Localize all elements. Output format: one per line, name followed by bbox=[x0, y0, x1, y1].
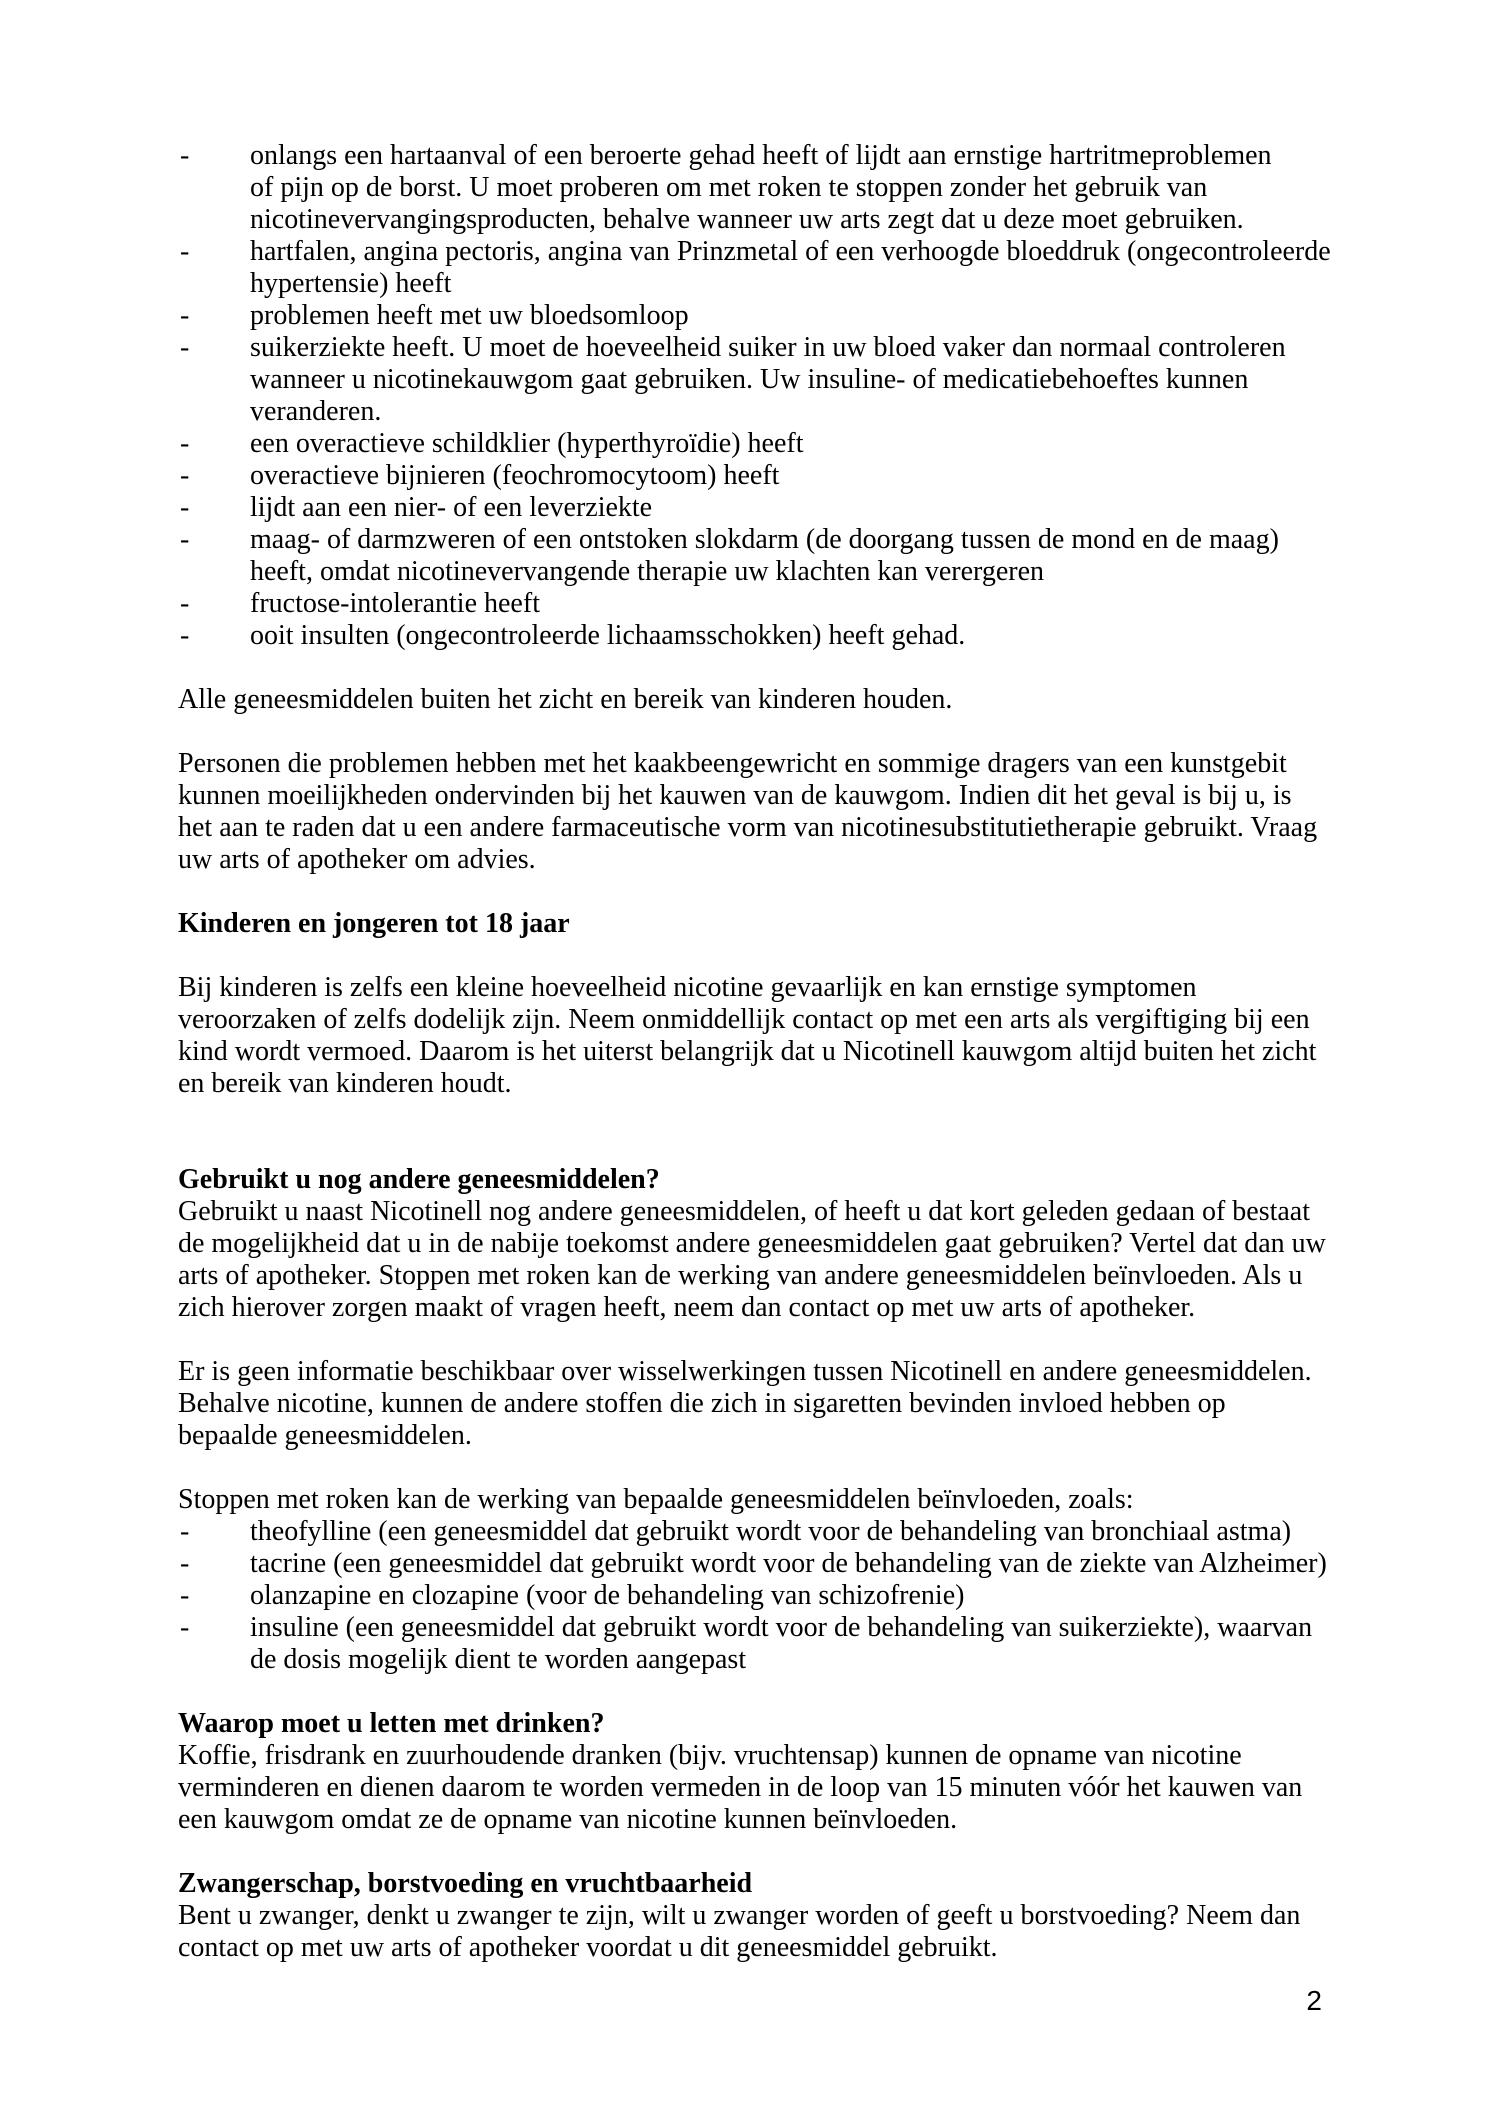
bullet-marker: - bbox=[180, 332, 190, 363]
bullet-item bbox=[178, 140, 1324, 236]
bullet-item bbox=[178, 460, 1324, 492]
bullet-marker: - bbox=[180, 236, 190, 267]
text-line: suikerziekte heeft. U moet de hoeveelheid suiker in uw bloed vaker dan normaal controleren bbox=[250, 332, 1286, 363]
quitting-effect-intro bbox=[178, 1484, 1324, 1516]
text-line: nicotinevervangingsproducten, behalve wanneer uw arts zegt dat u deze moet gebruiken. bbox=[250, 204, 1244, 235]
text-line: tacrine (een geneesmiddel dat gebruikt wordt voor de behandeling van de ziekte van Alzheimer) bbox=[250, 1548, 1327, 1579]
text-line: arts of apotheker. Stoppen met roken kan de werking van andere geneesmiddelen beïnvloeden. Als u bbox=[178, 1260, 1303, 1291]
bullet-marker: - bbox=[180, 492, 190, 523]
text-line: een overactieve schildklier (hyperthyroïdie) heeft bbox=[250, 428, 804, 459]
drinking-section-heading: Waarop moet u letten met drinken? bbox=[178, 1708, 605, 1739]
text-line: veroorzaken of zelfs dodelijk zijn. Neem onmiddellijk contact op met een arts als vergiftiging bij een bbox=[178, 1004, 1310, 1035]
text-line: maag- of darmzweren of een ontstoken slokdarm (de doorgang tussen de mond en de maag) bbox=[250, 524, 1279, 555]
text-line: theofylline (een geneesmiddel dat gebruikt wordt voor de behandeling van bronchiaal astma) bbox=[250, 1516, 1292, 1547]
text-line: en bereik van kinderen houdt. bbox=[178, 1068, 512, 1099]
text-line: olanzapine en clozapine (voor de behandeling van schizofrenie) bbox=[250, 1580, 965, 1611]
text-line: Bent u zwanger, denkt u zwanger te zijn, wilt u zwanger worden of geeft u borstvoeding? Neem dan bbox=[178, 1900, 1301, 1931]
children-warning-paragraph bbox=[178, 972, 1324, 1100]
text-line: Gebruikt u naast Nicotinell nog andere geneesmiddelen, of heeft u dat kort geleden gedaan of bestaat bbox=[178, 1196, 1311, 1227]
bullet-marker: - bbox=[180, 140, 190, 171]
text-line: overactieve bijnieren (feochromocytoom) heeft bbox=[250, 460, 780, 491]
text-line: bepaalde geneesmiddelen. bbox=[178, 1420, 472, 1451]
text-line: hypertensie) heeft bbox=[250, 268, 452, 299]
text-line: Bij kinderen is zelfs een kleine hoeveelheid nicotine gevaarlijk en kan ernstige symptomen bbox=[178, 972, 1197, 1003]
text-line: het aan te raden dat u een andere farmaceutische vorm van nicotinesubstitutietherapie gebruikt. Vraag bbox=[178, 812, 1318, 843]
text-line: de mogelijkheid dat u in de nabije toekomst andere geneesmiddelen gaat gebruiken? Vertel dat dan uw bbox=[178, 1228, 1326, 1259]
bullet-item bbox=[178, 1548, 1327, 1580]
bullet-marker: - bbox=[180, 524, 190, 555]
text-line: hartfalen, angina pectoris, angina van Prinzmetal of een verhoogde bloeddruk (ongecontroleerde bbox=[250, 236, 1331, 267]
text-line: verminderen en dienen daarom te worden vermeden in de loop van 15 minuten vóór het kauwen van bbox=[178, 1772, 1303, 1803]
text-line: Er is geen informatie beschikbaar over wisselwerkingen tussen Nicotinell en andere geneesmiddelen. bbox=[178, 1356, 1312, 1387]
text-line: Koffie, frisdrank en zuurhoudende dranken (bijv. vruchtensap) kunnen de opname van nicotine bbox=[178, 1740, 1242, 1771]
blank-line bbox=[178, 1676, 1324, 1708]
blank-line bbox=[178, 1452, 1324, 1484]
text-line: veranderen. bbox=[250, 396, 382, 427]
bullet-item bbox=[178, 620, 1324, 652]
text-line: of pijn op de borst. U moet proberen om met roken te stoppen zonder het gebruik van bbox=[250, 172, 1208, 203]
text-line: problemen heeft met uw bloedsomloop bbox=[250, 300, 689, 331]
bullet-item bbox=[178, 1612, 1324, 1676]
text-line: de dosis mogelijk dient te worden aangepast bbox=[250, 1644, 747, 1675]
bullet-marker: - bbox=[180, 620, 190, 651]
text-line: Alle geneesmiddelen buiten het zicht en bereik van kinderen houden. bbox=[178, 684, 953, 715]
other-medicines-paragraph bbox=[178, 1196, 1324, 1324]
drinking-paragraph bbox=[178, 1740, 1324, 1836]
text-line: Behalve nicotine, kunnen de andere stoffen die zich in sigaretten bevinden invloed hebben op bbox=[178, 1388, 1226, 1419]
affected-medicines-list bbox=[178, 1516, 1327, 1676]
text-line: contact op met uw arts of apotheker voordat u dit geneesmiddel gebruikt. bbox=[178, 1932, 998, 1963]
interactions-info-paragraph bbox=[178, 1356, 1324, 1452]
conditions-warning-list bbox=[178, 140, 1331, 652]
text-line: heeft, omdat nicotinevervangende therapie uw klachten kan verergeren bbox=[250, 556, 1045, 587]
text-line: Personen die problemen hebben met het kaakbeengewricht en sommige dragers van een kunstgebit bbox=[178, 748, 1287, 779]
blank-line bbox=[178, 1100, 1324, 1132]
bullet-item bbox=[178, 524, 1324, 588]
text-line: onlangs een hartaanval of een beroerte gehad heeft of lijdt aan ernstige hartritmeproblemen bbox=[250, 140, 1272, 171]
blank-line bbox=[178, 876, 1324, 908]
bullet-marker: - bbox=[180, 1580, 190, 1611]
text-line: lijdt aan een nier- of een leverziekte bbox=[250, 492, 653, 523]
text-line: uw arts of apotheker om advies. bbox=[178, 844, 536, 875]
bullet-item bbox=[178, 428, 1324, 460]
blank-line bbox=[178, 1324, 1324, 1356]
page-number: 2 bbox=[1306, 1985, 1322, 2016]
text-line: fructose-intolerantie heeft bbox=[250, 588, 540, 619]
document-body bbox=[178, 140, 1331, 1964]
text-line: kunnen moeilijkheden ondervinden bij het kauwen van de kauwgom. Indien dit het geval is bij u, is bbox=[178, 780, 1292, 811]
bullet-item bbox=[178, 588, 1324, 620]
bullet-marker: - bbox=[180, 1612, 190, 1643]
bullet-item bbox=[178, 300, 1324, 332]
bullet-item bbox=[178, 1516, 1324, 1548]
bullet-marker: - bbox=[180, 428, 190, 459]
bullet-item bbox=[178, 236, 1331, 300]
blank-line bbox=[178, 1132, 1324, 1164]
jaw-joint-denture-note bbox=[178, 748, 1324, 876]
bullet-item bbox=[178, 492, 1324, 524]
pregnancy-section-heading: Zwangerschap, borstvoeding en vruchtbaarheid bbox=[178, 1868, 753, 1899]
bullet-marker: - bbox=[180, 460, 190, 491]
children-section-heading: Kinderen en jongeren tot 18 jaar bbox=[178, 908, 570, 939]
bullet-marker: - bbox=[180, 300, 190, 331]
text-line: insuline (een geneesmiddel dat gebruikt wordt voor de behandeling van suikerziekte), waarvan bbox=[250, 1612, 1313, 1643]
text-line: zich hierover zorgen maakt of vragen heeft, neem dan contact op met uw arts of apotheker. bbox=[178, 1292, 1196, 1323]
blank-line bbox=[178, 652, 1324, 684]
other-medicines-heading: Gebruikt u nog andere geneesmiddelen? bbox=[178, 1164, 660, 1195]
pregnancy-paragraph bbox=[178, 1900, 1324, 1964]
keep-out-of-reach-note bbox=[178, 684, 1324, 716]
blank-line bbox=[178, 716, 1324, 748]
bullet-item bbox=[178, 1580, 1324, 1612]
text-line: kind wordt vermoed. Daarom is het uiterst belangrijk dat u Nicotinell kauwgom altijd buiten het zicht bbox=[178, 1036, 1317, 1067]
bullet-item bbox=[178, 332, 1324, 428]
text-line: Stoppen met roken kan de werking van bepaalde geneesmiddelen beïnvloeden, zoals: bbox=[178, 1484, 1134, 1515]
bullet-marker: - bbox=[180, 1548, 190, 1579]
text-line: wanneer u nicotinekauwgom gaat gebruiken. Uw insuline- of medicatiebehoeftes kunnen bbox=[250, 364, 1249, 395]
blank-line bbox=[178, 940, 1324, 972]
bullet-marker: - bbox=[180, 588, 190, 619]
text-line: ooit insulten (ongecontroleerde lichaamsschokken) heeft gehad. bbox=[250, 620, 966, 651]
bullet-marker: - bbox=[180, 1516, 190, 1547]
blank-line bbox=[178, 1836, 1324, 1868]
text-line: een kauwgom omdat ze de opname van nicotine kunnen beïnvloeden. bbox=[178, 1804, 958, 1835]
